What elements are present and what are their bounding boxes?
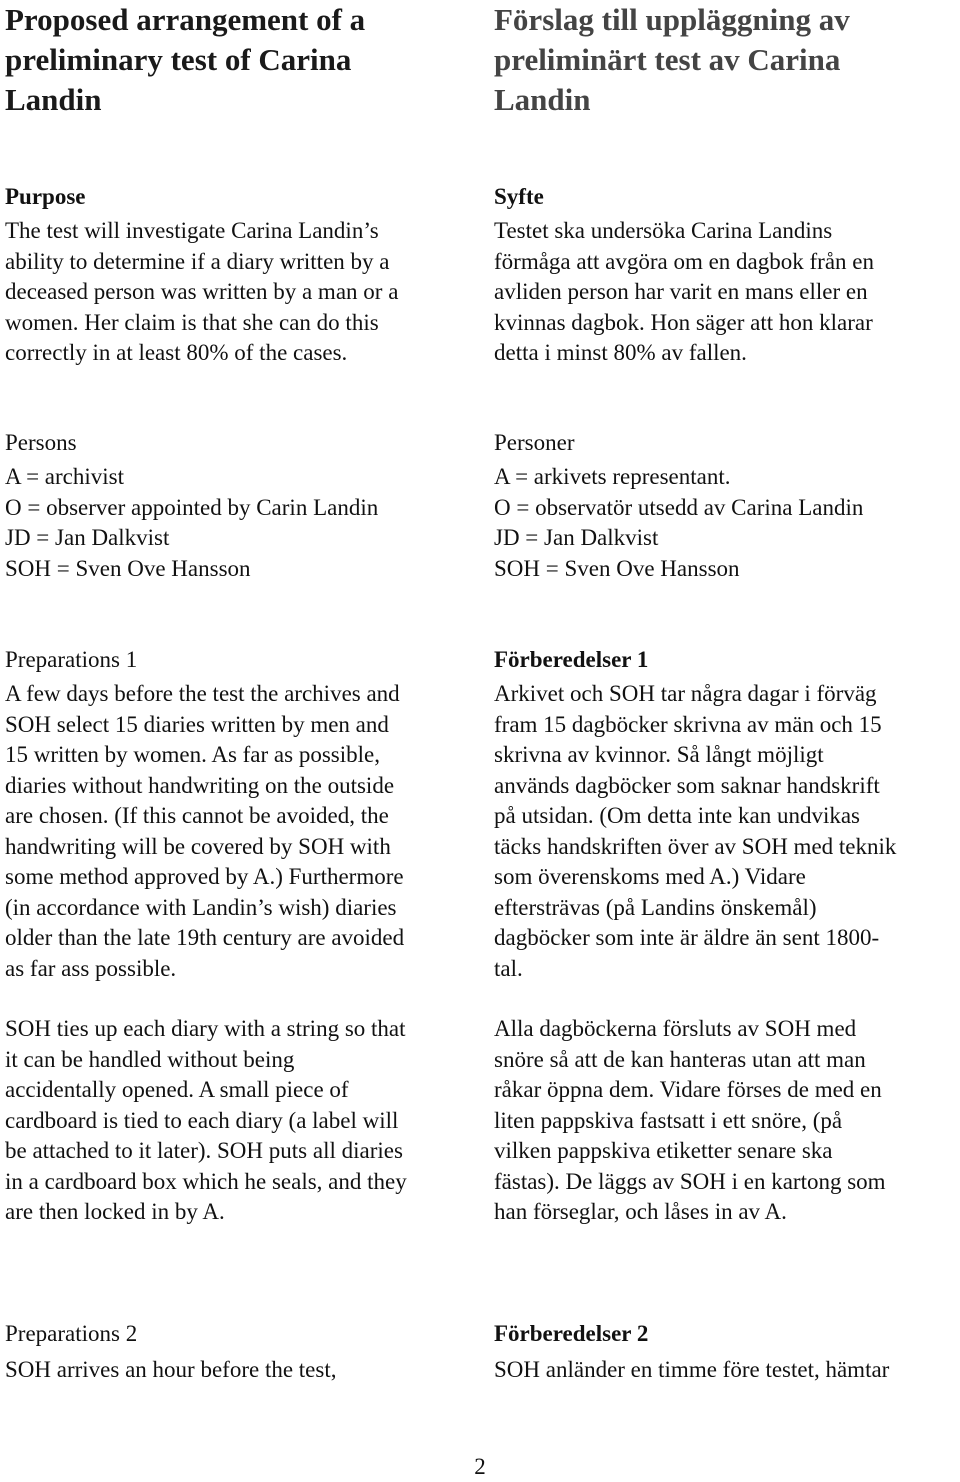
purpose-section bbox=[5, 182, 473, 369]
forberedelser1-paragraph: Arkivet och SOH tar några dagar i förväg fram 15 dagböcker skrivna av män och 15 skrivna av kvinnor. Så långt möjligt används dagböcker som saknar handskrift på utsidan. (Om detta inte kan undvikas täcks handskriften över av SOH med teknik som överenskoms med A.) Vidare eftersträvas (på Landins önskemål) dagböcker som inte är äldre än sent 1800- tal. bbox=[494, 681, 897, 981]
preparations2-heading: Preparations 2 bbox=[5, 1321, 138, 1346]
persons-list: A = archivist O = observer appointed by Carin Landin JD = Jan Dalkvist SOH = Sven Ove Hansson bbox=[5, 464, 379, 581]
page-number: 2 bbox=[474, 1454, 486, 1479]
syfte-heading: Syfte bbox=[494, 184, 544, 209]
personer-heading: Personer bbox=[494, 430, 575, 455]
syfte-text: Testet ska undersöka Carina Landins förmåga att avgöra om en dagbok från en avliden person har varit en mans eller en kvinnas dagbok. Hon säger att hon klarar detta i minst 80% av fallen. bbox=[494, 218, 874, 365]
forberedelser1-heading: Förberedelser 1 bbox=[494, 647, 649, 672]
title-line: Landin bbox=[5, 82, 102, 117]
forberedelser2-text: SOH anländer en timme före testet, hämtar bbox=[494, 1357, 890, 1382]
title-line: preliminärt test av Carina bbox=[494, 42, 841, 77]
personer-list: A = arkivets representant. O = observatör utsedd av Carina Landin JD = Jan Dalkvist SOH = Sven Ove Hansson bbox=[494, 464, 864, 581]
title-line: preliminary test of Carina bbox=[5, 42, 352, 77]
forberedelser1-paragraph: Alla dagböckerna försluts av SOH med snöre så att de kan hanteras utan att man råkar öppna dem. Vidare förses de med en liten pappskiva fastsatt i ett snöre, (på vilken pappskiva etiketter senare ska fästas). De läggs av SOH i en kartong som han förseglar, och låses in av A. bbox=[494, 1016, 886, 1224]
title-line: Proposed arrangement of a bbox=[5, 2, 366, 37]
personer-section bbox=[494, 428, 960, 584]
purpose-heading: Purpose bbox=[5, 184, 86, 209]
persons-section bbox=[5, 428, 473, 584]
title-line: Landin bbox=[494, 82, 591, 117]
persons-heading: Persons bbox=[5, 430, 77, 455]
preparations1-section bbox=[5, 645, 473, 1228]
syfte-section bbox=[494, 182, 960, 369]
preparations1-paragraph: SOH ties up each diary with a string so that it can be handled without being accidentally opened. A small piece of cardboard is tied to each diary (a label will be attached to it later). SOH puts all diaries in a cardboard box which he seals, and they are then locked in by A. bbox=[5, 1016, 407, 1224]
purpose-text: The test will investigate Carina Landin’s ability to determine if a diary written by a deceased person was written by a man or a women. Her claim is that she can do this correctly in at least 80% of the cases. bbox=[5, 218, 399, 365]
swedish-title bbox=[494, 0, 960, 120]
title-line: Förslag till uppläggning av bbox=[494, 2, 850, 37]
forberedelser1-section bbox=[494, 645, 960, 1228]
preparations1-heading: Preparations 1 bbox=[5, 647, 138, 672]
english-title bbox=[5, 0, 473, 120]
preparations1-paragraph: A few days before the test the archives and SOH select 15 diaries written by men and 15 written by women. As far as possible, diaries without handwriting on the outside are chosen. (If this cannot be avoided, the handwriting will be covered by SOH with some method approved by A.) Furthermore (in accordance with Landin’s wish) diaries older than the late 19th century are avoided as far ass possible. bbox=[5, 681, 405, 981]
preparations2-text: SOH arrives an hour before the test, bbox=[5, 1357, 337, 1382]
forberedelser2-section bbox=[494, 1319, 960, 1386]
preparations2-section bbox=[5, 1319, 473, 1386]
forberedelser2-heading: Förberedelser 2 bbox=[494, 1321, 649, 1346]
